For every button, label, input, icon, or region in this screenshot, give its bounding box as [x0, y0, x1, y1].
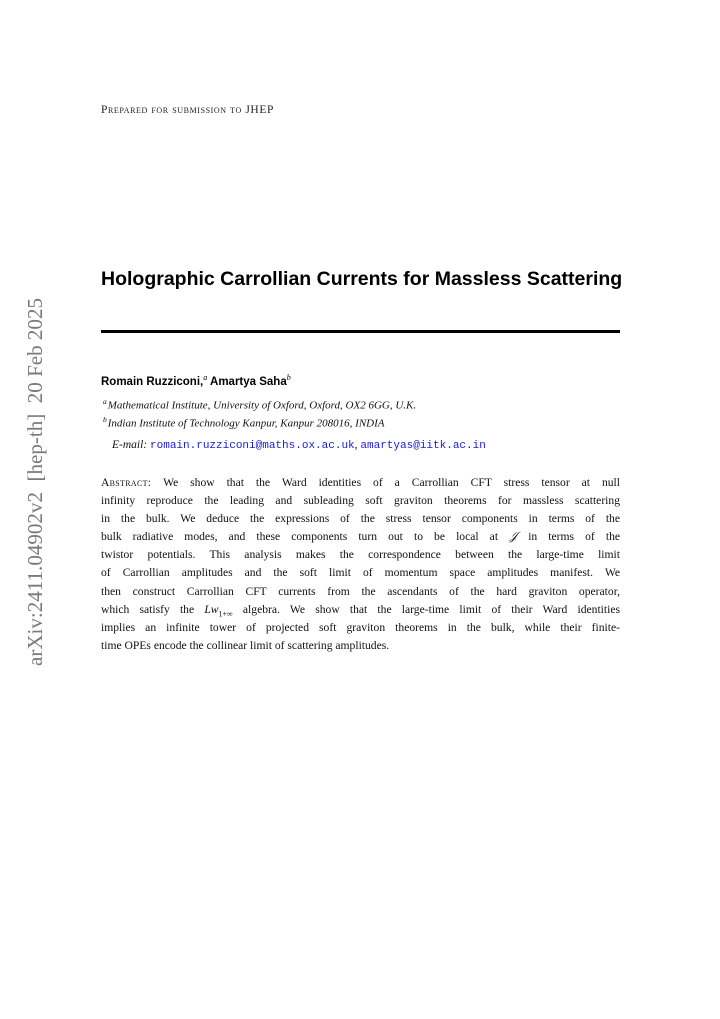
abstract-line: bulk radiative modes, and these components turn out to be local at 𝒥 in terms of the: [101, 530, 621, 544]
email-separator: ,: [354, 439, 358, 451]
algebra-symbol: $Lw_{1+\infty}$: [204, 602, 233, 618]
author-list: [101, 373, 291, 388]
affiliation-a: [103, 397, 416, 412]
abstract-label: Abstract:: [101, 476, 152, 489]
affiliation-mark: b: [103, 415, 107, 424]
abstract: [101, 474, 620, 655]
affiliation-mark: a: [103, 397, 107, 406]
author-name: Amartya Saha: [210, 375, 287, 388]
abstract-line: which satisfy the $Lw_{1+\infty}$ algebra. We show that the large-time limit of their Ward identities: [101, 602, 620, 618]
affiliation-b: [103, 415, 384, 430]
arxiv-identifier-stamp: [22, 296, 48, 666]
author-name: Romain Ruzziconi,: [101, 375, 204, 388]
scri-symbol: 𝒥: [509, 530, 518, 544]
abstract-line: Abstract: We show that the Ward identities of a Carrollian CFT stress tensor at null: [101, 476, 620, 489]
abstract-line: implies an infinite tower of projected soft graviton theorems in the bulk, while their finite-: [101, 620, 620, 634]
abstract-line: in the bulk. We deduce the expressions of the stress tensor components in terms of the: [101, 512, 620, 526]
arxiv-identifier-text: arXiv:2411.04902v2 [hep-th] 20 Feb 2025: [23, 296, 47, 666]
author-affil-mark: a: [203, 373, 208, 382]
email-link-saha[interactable]: amartyas@iitk.ac.in: [360, 440, 486, 452]
affiliation-text: Indian Institute of Technology Kanpur, Kanpur 208016, INDIA: [107, 417, 385, 430]
abstract-line: then construct Carrollian CFT currents from the ascendants of the hard graviton operator,: [101, 584, 620, 598]
abstract-line: time OPEs encode the collinear limit of scattering amplitudes.: [101, 638, 390, 652]
affiliation-text: Mathematical Institute, University of Oxford, Oxford, OX2 6GG, U.K.: [107, 399, 417, 412]
abstract-line: infinity reproduce the leading and subleading soft graviton theorems for massless scattering: [101, 494, 620, 508]
abstract-line: twistor potentials. This analysis makes the correspondence between the large-time limit: [101, 548, 620, 562]
email-label: E-mail:: [112, 439, 148, 451]
abstract-line: of Carrollian amplitudes and the soft limit of momentum space amplitudes manifest. We: [101, 566, 620, 580]
journal-note: Prepared for submission to JHEP: [101, 104, 274, 116]
email-link-ruzziconi[interactable]: romain.ruzziconi@maths.ox.ac.uk: [150, 440, 355, 452]
author-affil-mark: b: [286, 373, 291, 382]
email-line: [112, 439, 486, 452]
title-rule: [101, 330, 620, 333]
paper-title: Holographic Carrollian Currents for Massless Scattering: [101, 268, 623, 290]
